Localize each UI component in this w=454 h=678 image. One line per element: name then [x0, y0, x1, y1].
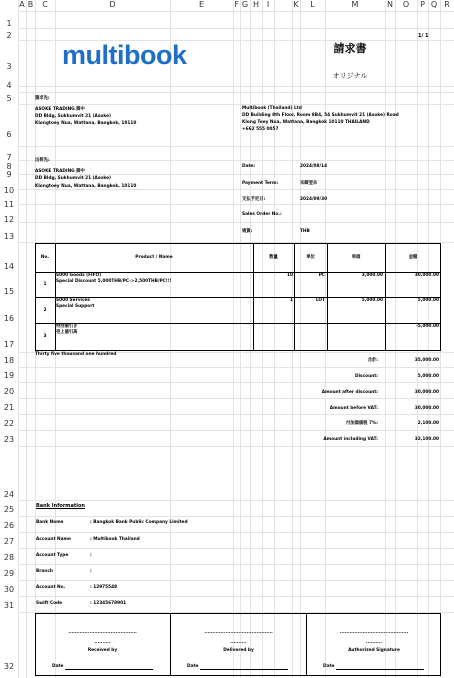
row-header[interactable]: 18: [3, 356, 15, 365]
document-subtitle: オリジナル: [332, 72, 368, 80]
signature-small-dots: ..........: [94, 640, 111, 645]
column-header[interactable]: R: [444, 0, 450, 9]
bank-row-label: Account Type: [36, 553, 69, 558]
total-value: 35,000.00: [414, 358, 439, 363]
row-header[interactable]: 32: [3, 662, 15, 671]
column-header[interactable]: N: [387, 0, 393, 9]
row-header[interactable]: 10: [3, 186, 15, 195]
ship-to-line: DD Bldg, Sukhumvit 21 (Asoke): [35, 176, 111, 181]
column-header[interactable]: A: [19, 0, 25, 9]
column-header[interactable]: G: [241, 0, 249, 9]
row-header[interactable]: 5: [6, 94, 12, 103]
row-header[interactable]: 31: [3, 601, 15, 610]
row-header[interactable]: 29: [3, 569, 15, 578]
column-header[interactable]: M: [351, 0, 359, 9]
vat-label: 付加価値税 7%:: [346, 421, 378, 426]
bank-row-value: :: [90, 569, 92, 574]
ship-to-line: Klongtoey Nua, Wattana, Bangkok, 10110: [35, 184, 137, 189]
info-value-payment-term: 末締翌末: [300, 181, 318, 186]
column-header[interactable]: O: [402, 0, 410, 9]
header-no: No.: [40, 255, 50, 260]
column-header[interactable]: I: [266, 0, 270, 9]
bank-info-title: Bank Information: [36, 503, 85, 509]
row-header[interactable]: 21: [3, 403, 15, 412]
signature-date-label: Date: [187, 664, 199, 669]
header-product: Product / Name: [135, 255, 173, 260]
row-header[interactable]: 27: [3, 537, 15, 546]
table-row-name: S000 Services: [56, 298, 90, 303]
signature-small-dots: ..........: [365, 640, 383, 645]
signature-dots: ..........................................: [339, 630, 409, 635]
bank-row-value: : 12975548: [90, 585, 118, 590]
table-row-amount: -5,000.00: [416, 324, 439, 329]
signature-label-delivered: Delivered by: [223, 648, 254, 653]
table-row-qty: 1: [290, 298, 293, 303]
row-header[interactable]: 17: [3, 340, 15, 349]
table-row-name: S000 Goods (FIFO): [56, 273, 102, 278]
table-row-price: 5,000.00: [361, 298, 383, 303]
bank-row-label: Account No.: [36, 585, 66, 590]
row-header[interactable]: 2: [6, 31, 12, 40]
column-header[interactable]: Q: [430, 0, 438, 9]
discount-label: Discount:: [355, 374, 378, 379]
signature-small-dots: ..........: [230, 640, 247, 645]
row-header[interactable]: 20: [3, 387, 15, 396]
header-amount: 金額: [408, 255, 418, 260]
table-row-no: 2: [43, 308, 47, 313]
bank-row-value: : Bangkok Bank Public Company Limited: [90, 520, 188, 525]
ship-to-label: 出荷先:: [35, 158, 50, 163]
bank-row-value: : Multibook Thailand: [90, 537, 140, 542]
row-header[interactable]: 16: [3, 314, 15, 323]
column-header[interactable]: L: [310, 0, 315, 9]
row-header[interactable]: 13: [3, 232, 15, 241]
discount-value: 5,000.00: [417, 374, 439, 379]
row-header[interactable]: 11: [3, 200, 15, 209]
signature-date-label: Date: [52, 664, 64, 669]
signature-dots: ..........................................: [204, 630, 273, 635]
header-qty: 数量: [269, 255, 278, 260]
column-header[interactable]: B: [27, 0, 34, 9]
info-value-due-date: 2024/09/30: [300, 197, 328, 202]
row-header[interactable]: 15: [3, 287, 15, 296]
row-header[interactable]: 14: [3, 262, 15, 271]
info-value-date: 2024/08/14: [300, 164, 328, 169]
table-row-unit: LOT: [315, 298, 325, 303]
bill-to-line: Klongtoey Nua, Wattana, Bangkok, 10110: [35, 121, 137, 126]
including-vat-value: 32,100.00: [414, 437, 439, 442]
row-header[interactable]: 3: [6, 62, 12, 71]
row-header[interactable]: 7: [6, 153, 12, 162]
row-header[interactable]: 19: [3, 371, 15, 380]
signature-label-authorized: Authorized Signature: [348, 648, 400, 653]
table-row-qty: 10: [287, 273, 293, 278]
bank-row-label: Swift Code: [36, 601, 63, 606]
before-vat-value: 30,000.00: [414, 406, 439, 411]
column-header[interactable]: D: [109, 0, 116, 9]
bill-to-line: DD Bldg, Sukhumvit 21 (Asoke): [35, 114, 111, 119]
signature-label-received: Received by: [87, 648, 118, 653]
issuer-line: +662 555 0057: [242, 127, 279, 132]
column-header[interactable]: C: [42, 0, 48, 9]
info-label-currency: 通貨:: [242, 229, 253, 234]
bank-row-value: :: [90, 553, 92, 558]
info-label-due-date: 支払予定日:: [242, 197, 266, 202]
issuer-line: Multibook (Thailand) Ltd: [242, 106, 302, 111]
info-label-date: Date:: [242, 164, 256, 169]
total-label: 合計:: [367, 358, 378, 363]
row-header[interactable]: 9: [6, 170, 12, 179]
issuer-line: Klong Toey Nua, Wattana, Bangkok 10110 THAILAND: [242, 120, 370, 125]
row-header[interactable]: 22: [3, 419, 15, 428]
table-row-price: 3,000.00: [361, 273, 383, 278]
row-header[interactable]: 6: [6, 130, 12, 139]
amount-in-words: Thirty five thousand one hundred: [35, 352, 117, 357]
bill-to-line: ASOKE TRADING 御中: [35, 107, 85, 112]
ship-to-line: ASOKE TRADING 御中: [35, 169, 85, 174]
row-header[interactable]: 1: [6, 19, 12, 28]
column-header[interactable]: P: [420, 0, 425, 9]
row-header[interactable]: 12: [3, 215, 15, 224]
table-row-no: 1: [43, 282, 47, 287]
row-header[interactable]: 8: [6, 162, 12, 171]
row-header[interactable]: 28: [3, 553, 15, 562]
document-title: 請求書: [333, 42, 367, 55]
header-unit: 単位: [306, 255, 315, 260]
signature-dots: ..........................................: [68, 630, 137, 635]
table-row-amount: 30,000.00: [414, 273, 439, 278]
row-header[interactable]: 26: [3, 521, 15, 530]
header-price: 単価: [351, 255, 361, 260]
row-header[interactable]: 4: [6, 81, 12, 90]
column-header[interactable]: K: [293, 0, 299, 9]
column-header[interactable]: H: [252, 0, 259, 9]
company-logo: multibook: [62, 40, 187, 70]
bank-row-label: Account Name: [36, 537, 71, 542]
info-value-currency: THB: [300, 229, 310, 234]
including-vat-label: Amount including VAT:: [323, 437, 378, 442]
bank-row-label: Branch: [36, 569, 53, 574]
row-header[interactable]: 23: [3, 435, 15, 444]
row-header[interactable]: 30: [3, 585, 15, 594]
after-discount-label: Amount after discount:: [321, 390, 378, 395]
row-header[interactable]: 24: [3, 490, 15, 499]
table-row-name-sub: Special Support: [56, 304, 95, 309]
signature-date-label: Date: [323, 664, 335, 669]
bank-row-label: Bank Name: [36, 520, 64, 525]
info-label-payment-term: Payment Term:: [242, 181, 279, 186]
after-discount-value: 30,000.00: [414, 390, 439, 395]
table-row-unit: PC: [318, 273, 325, 278]
issuer-line: DD Building 8th Floor, Room 8B4, 54 Sukhumvit 21 (Asoke) Road: [242, 113, 399, 118]
table-row-amount: 5,000.00: [417, 298, 439, 303]
info-label-sales-order: Sales Order No.:: [242, 212, 282, 217]
table-row-name-sub: 売上値引高: [56, 330, 78, 335]
row-header[interactable]: 25: [3, 505, 15, 514]
table-row-name-sub: Special Discount 5,000THB/PC->2,500THB/PC!!!: [56, 279, 172, 284]
before-vat-label: Amount before VAT:: [329, 406, 378, 411]
vat-value: 2,100.00: [417, 421, 439, 426]
table-row-name: 特別値引き: [56, 324, 78, 329]
bill-to-label: 請求先:: [35, 96, 50, 101]
column-header[interactable]: E: [198, 0, 205, 9]
table-row-no: 3: [43, 334, 47, 339]
bank-row-value: : 12345678901: [90, 601, 127, 606]
page-number: 1/ 1: [418, 33, 429, 39]
column-header[interactable]: F: [234, 0, 239, 9]
